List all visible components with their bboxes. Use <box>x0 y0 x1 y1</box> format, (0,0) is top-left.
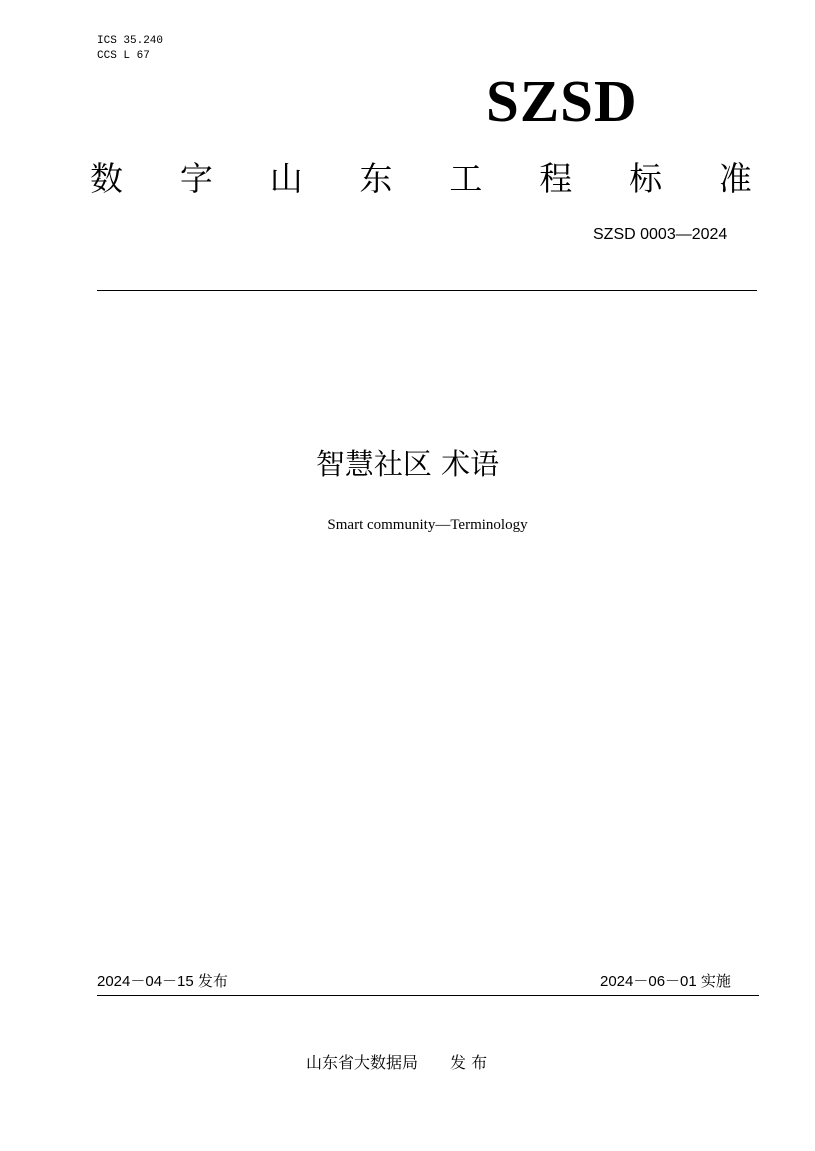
header-divider <box>97 290 757 291</box>
category-char: 山 <box>269 159 303 198</box>
ccs-code: CCS L 67 <box>97 50 150 62</box>
issue-date: 2024－04－15 发布 <box>97 973 228 990</box>
category-char: 标 <box>629 159 663 198</box>
category-char: 工 <box>449 159 483 198</box>
standard-number: SZSD 0003—2024 <box>593 226 728 243</box>
category-char: 东 <box>359 159 393 198</box>
standard-logo: SZSD <box>486 68 638 134</box>
implementation-date: 2024－06－01 实施 <box>600 973 731 990</box>
classification-codes <box>97 34 163 64</box>
issuing-authority: 山东省大数据局 发 布 <box>306 1053 488 1072</box>
category-char: 字 <box>179 159 213 198</box>
footer-divider <box>97 995 759 996</box>
ics-code: ICS 35.240 <box>97 35 164 47</box>
standard-category-title <box>90 157 752 201</box>
category-char: 准 <box>718 159 752 198</box>
document-title-english: Smart community—Terminology <box>327 517 528 533</box>
category-char: 数 <box>90 159 123 198</box>
document-title: 智慧社区 术语 <box>315 447 500 481</box>
category-char: 程 <box>539 159 573 198</box>
